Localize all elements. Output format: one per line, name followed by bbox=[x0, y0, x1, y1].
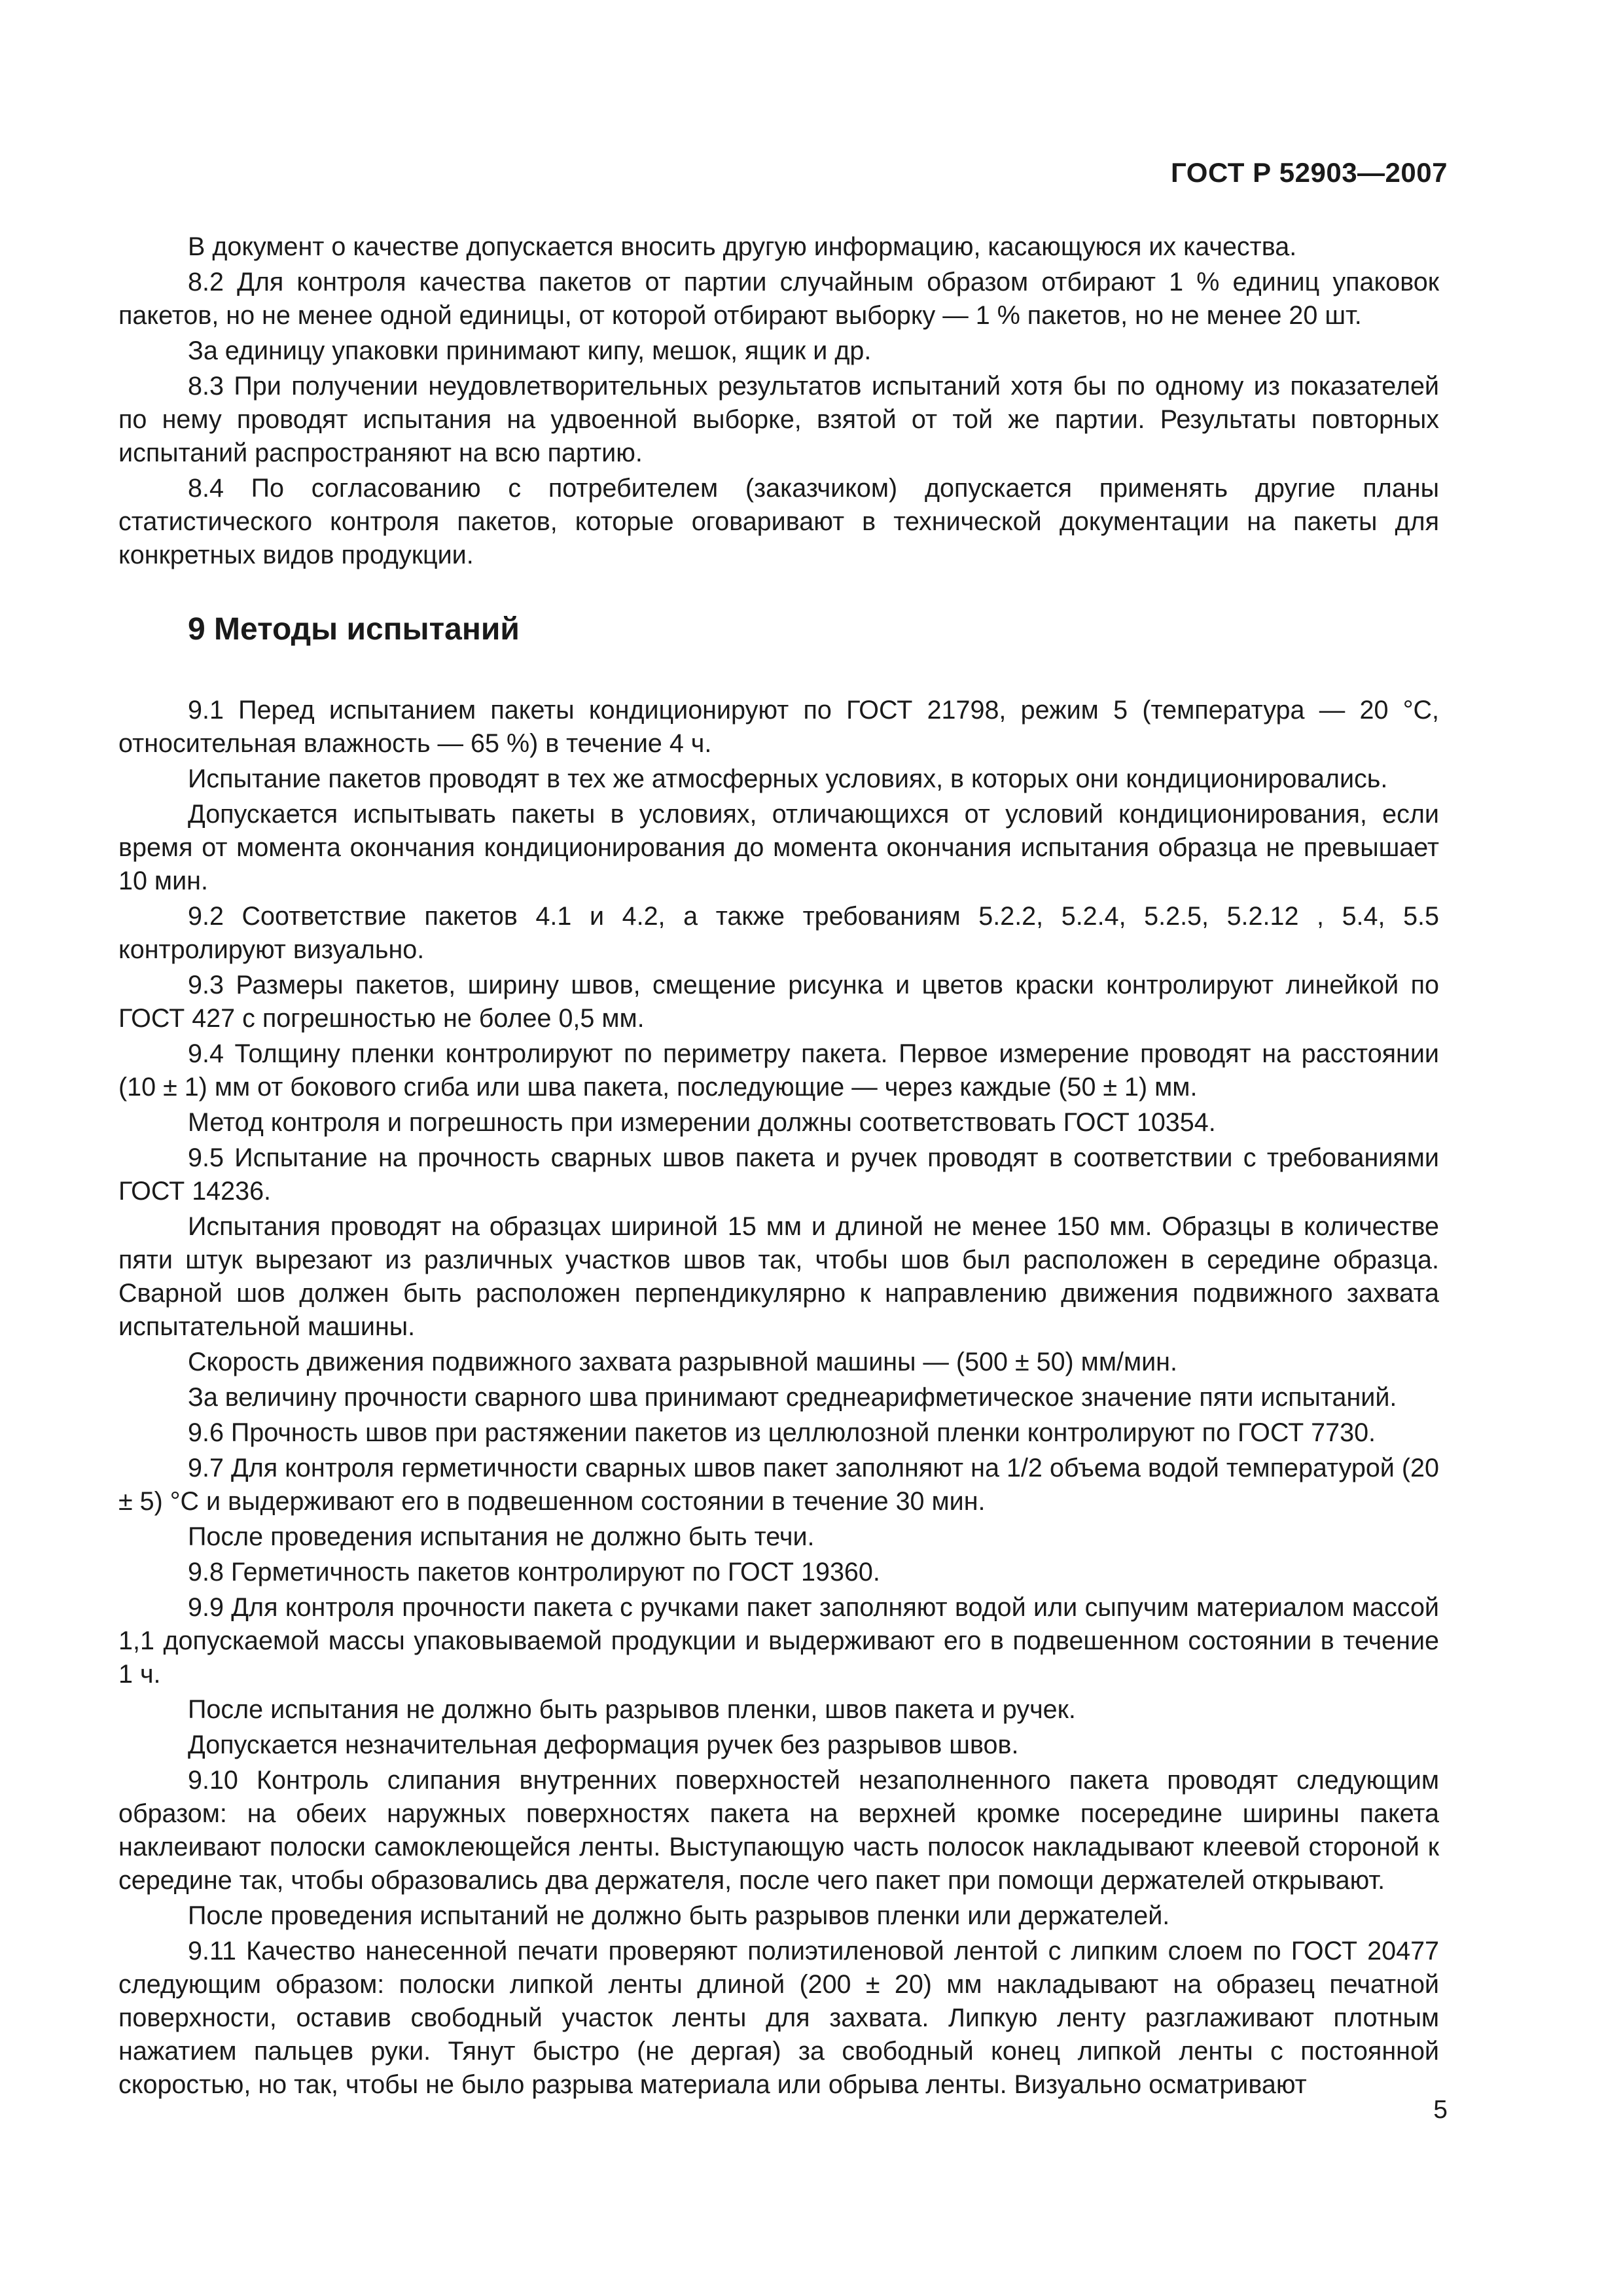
paragraph: За величину прочности сварного шва принимают среднеарифметическое значение пяти испытаний. bbox=[188, 1383, 1397, 1412]
section-heading: 9 Методы испытаний bbox=[188, 612, 520, 647]
paragraph: Метод контроля и погрешность при измерении должны соответствовать ГОСТ 10354. bbox=[188, 1108, 1216, 1137]
paragraph: Допускается незначительная деформация ручек без разрывов швов. bbox=[188, 1731, 1019, 1759]
paragraph: После испытания не должно быть разрывов пленки, швов пакета и ручек. bbox=[188, 1695, 1076, 1724]
paragraph: 9.11 Качество нанесенной печати проверяют полиэтиленовой лентой с липким слоем по ГОСТ 20477 следующим образом: полоски липкой ленты длиной (200 ± 20) мм накладывают на образец печатной поверхности, оставив свободный участок ленты для захвата. Липкую ленту разглаживают плотным нажатием пальцев руки. Тянут быстро (не дергая) за свободный конец липкой ленты с постоянной скоростью, но так, чтобы не было разрыва материала или обрыва ленты. Визуально осматривают bbox=[118, 1937, 1439, 2099]
paragraph: 9.2 Соответствие пакетов 4.1 и 4.2, а также требованиям 5.2.2, 5.2.4, 5.2.5, 5.2.12 , 5.4, 5.5 контролируют визуально. bbox=[118, 902, 1439, 964]
paragraph: 9.3 Размеры пакетов, ширину швов, смещение рисунка и цветов краски контролируют линейкой по ГОСТ 427 с погрешностью не более 0,5 мм. bbox=[118, 971, 1439, 1033]
paragraph: 9.9 Для контроля прочности пакета с ручками пакет заполняют водой или сыпучим материалом массой 1,1 допускаемой массы упаковываемой продукции и выдерживают его в подвешенном состоянии в течение 1 ч. bbox=[118, 1593, 1439, 1689]
paragraph: В документ о качестве допускается вносить другую информацию, касающуюся их качества. bbox=[188, 232, 1297, 261]
paragraph: 9.1 Перед испытанием пакеты кондиционируют по ГОСТ 21798, режим 5 (температура — 20 °С, относительная влажность — 65 %) в течение 4 ч. bbox=[118, 696, 1439, 758]
paragraph: 9.10 Контроль слипания внутренних поверхностей незаполненного пакета проводят следующим образом: на обеих наружных поверхностях пакета на верхней кромке посередине ширины пакета наклеивают полоски самоклеющейся ленты. Выступающую часть полосок накладывают клеевой стороной к середине так, чтобы образовались два держателя, после чего пакет при помощи держателей открывают. bbox=[118, 1766, 1439, 1895]
paragraph: Испытания проводят на образцах шириной 15 мм и длиной не менее 150 мм. Образцы в количестве пяти штук вырезают из различных участков швов так, чтобы шов был расположен в середине образца. Сварной шов должен быть расположен перпендикулярно к направлению движения подвижного захвата испытательной машины. bbox=[118, 1212, 1439, 1341]
document-header: ГОСТ Р 52903—2007 bbox=[1171, 157, 1448, 188]
paragraph: Скорость движения подвижного захвата разрывной машины — (500 ± 50) мм/мин. bbox=[188, 1348, 1177, 1376]
document-body bbox=[118, 230, 1439, 2104]
paragraph: 9.6 Прочность швов при растяжении пакетов из целлюлозной пленки контролируют по ГОСТ 7730. bbox=[188, 1418, 1376, 1447]
paragraph: 8.2 Для контроля качества пакетов от партии случайным образом отбирают 1 % единиц упаковок пакетов, но не менее одной единицы, от которой отбирают выборку — 1 % пакетов, но не менее 20 шт. bbox=[118, 268, 1439, 330]
paragraph: 9.5 Испытание на прочность сварных швов пакета и ручек проводят в соответствии с требованиями ГОСТ 14236. bbox=[118, 1143, 1439, 1206]
paragraph: 8.3 При получении неудовлетворительных результатов испытаний хотя бы по одному из показателей по нему проводят испытания на удвоенной выборке, взятой от той же партии. Результаты повторных испытаний распространяют на всю партию. bbox=[118, 372, 1439, 467]
paragraph: 9.7 Для контроля герметичности сварных швов пакет заполняют на 1/2 объема водой температурой (20 ± 5) °С и выдерживают его в подвешенном состоянии в течение 30 мин. bbox=[118, 1454, 1439, 1516]
paragraph: Допускается испытывать пакеты в условиях, отличающихся от условий кондиционирования, если время от момента окончания кондиционирования до момента окончания испытания образца не превышает 10 мин. bbox=[118, 800, 1439, 895]
paragraph: 9.4 Толщину пленки контролируют по периметру пакета. Первое измерение проводят на расстоянии (10 ± 1) мм от бокового сгиба или шва пакета, последующие — через каждые (50 ± 1) мм. bbox=[118, 1039, 1439, 1102]
paragraph: За единицу упаковки принимают кипу, мешок, ящик и др. bbox=[188, 336, 872, 365]
page-number: 5 bbox=[1433, 2096, 1448, 2124]
paragraph: 9.8 Герметичность пакетов контролируют по ГОСТ 19360. bbox=[188, 1558, 880, 1587]
paragraph: После проведения испытания не должно быть течи. bbox=[188, 1522, 815, 1551]
paragraph: После проведения испытаний не должно быть разрывов пленки или держателей. bbox=[188, 1901, 1170, 1930]
paragraph: Испытание пакетов проводят в тех же атмосферных условиях, в которых они кондиционировались. bbox=[188, 764, 1388, 793]
paragraph: 8.4 По согласованию с потребителем (заказчиком) допускается применять другие планы статистического контроля пакетов, которые оговаривают в технической документации на пакеты для конкретных видов продукции. bbox=[118, 474, 1439, 569]
